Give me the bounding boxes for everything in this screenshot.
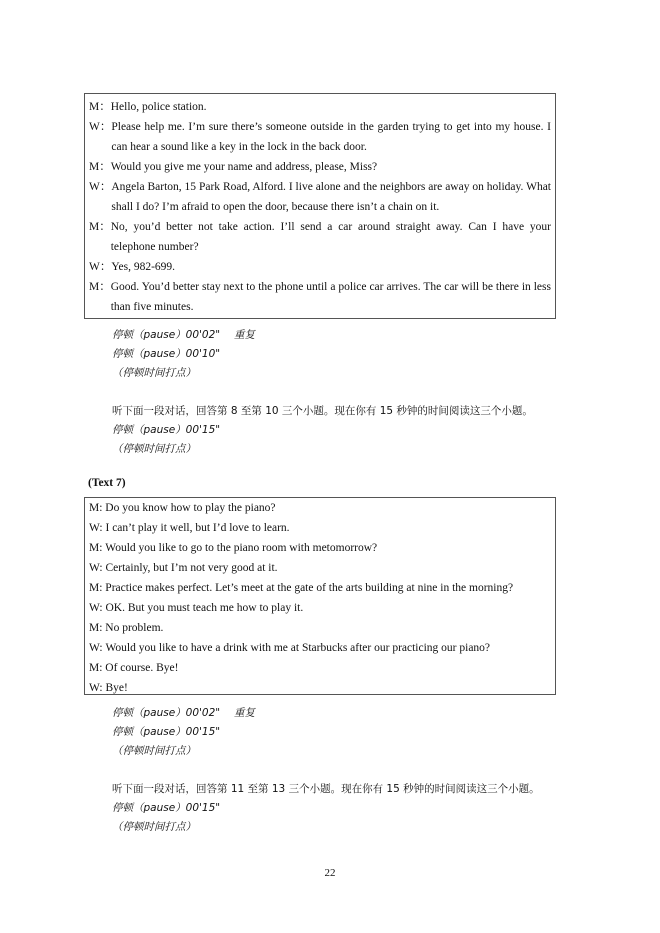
timing-mark: （停顿时间打点） (112, 367, 196, 379)
utterance: Bye! (105, 682, 128, 694)
utterance: No problem. (105, 622, 164, 634)
speaker: M： (89, 221, 111, 233)
dialogue-line (89, 257, 551, 277)
speaker: M： (89, 161, 111, 173)
speaker: W: (89, 562, 106, 574)
utterance: I can’t play it well, but I’d love to learn. (105, 522, 290, 534)
speaker: W: (89, 602, 106, 614)
dialogue-line (89, 97, 551, 117)
pause-note: 停顿（pause）00'15" (112, 424, 221, 436)
dialogue-line (89, 658, 551, 678)
speaker: W: (89, 522, 106, 534)
pause-note: 停顿（pause）00'15" (112, 802, 221, 814)
speaker: M： (89, 281, 111, 293)
utterance: Would you like to have a drink with me at Starbucks after our practicing our piano? (105, 642, 491, 654)
dialogue-line (89, 157, 551, 177)
timing-mark: （停顿时间打点） (112, 443, 196, 455)
instruction-text: 听下面一段对话，回答第 8 至第 10 三个小题。现在你有 15 秒钟的时间阅读这三个小题。 (112, 405, 533, 417)
speaker: M: (89, 502, 106, 514)
dialogue-line (89, 277, 551, 317)
dialogue-line (89, 217, 551, 257)
utterance: Please help me. I’m sure there’s someone outside in the garden trying to get into my house. I can hear a sound like a key in the lock in the back door. (111, 121, 551, 153)
timing-mark: （停顿时间打点） (112, 821, 196, 833)
dialogue-box-1 (84, 93, 556, 319)
dialogue-line (89, 578, 551, 598)
speaker: W： (89, 181, 112, 193)
dialogue-line (89, 518, 551, 538)
speaker: W： (89, 121, 112, 133)
dialogue-box-2 (84, 497, 556, 695)
instruction-text: 听下面一段对话，回答第 11 至第 13 三个小题。现在你有 15 秒钟的时间阅读这三个小题。 (112, 783, 540, 795)
speaker: M: (89, 622, 106, 634)
dialogue-line (89, 498, 551, 518)
speaker: W: (89, 682, 106, 694)
speaker: W: (89, 642, 106, 654)
dialogue-line (89, 117, 551, 157)
speaker: M: (89, 542, 106, 554)
pause-notes-2 (112, 704, 572, 837)
speaker: M: (89, 662, 106, 674)
pause-note: 停顿（pause）00'15" (112, 726, 221, 738)
section-title: (Text 7) (88, 477, 126, 489)
utterance: Do you know how to play the piano? (105, 502, 276, 514)
dialogue-line (89, 638, 551, 658)
dialogue-line (89, 177, 551, 217)
utterance: No, you’d better not take action. I’ll send a car around straight away. Can I have your telephone number? (110, 221, 551, 253)
dialogue-line (89, 618, 551, 638)
utterance: OK. But you must teach me how to play it. (105, 602, 304, 614)
utterance: Would you give me your name and address, please, Miss? (110, 161, 378, 173)
utterance: Angela Barton, 15 Park Road, Alford. I live alone and the neighbors are away on holiday. What shall I do? I’m afraid to open the door, because there isn’t a chain on it. (111, 181, 551, 213)
dialogue-line (89, 678, 551, 698)
pause-note: 停顿（pause）00'10" (112, 348, 221, 360)
utterance: Would you like to go to the piano room with metomorrow? (105, 542, 378, 554)
timing-mark: （停顿时间打点） (112, 745, 196, 757)
speaker: W： (89, 261, 112, 273)
dialogue-line (89, 538, 551, 558)
utterance: Good. You’d better stay next to the phone until a police car arrives. The car will be there in less than five minutes. (110, 281, 551, 313)
utterance: Of course. Bye! (105, 662, 179, 674)
dialogue-line (89, 598, 551, 618)
page-number: 22 (324, 867, 336, 879)
pause-note: 停顿（pause）00'02" 重复 (112, 329, 255, 341)
speaker: M: (89, 582, 106, 594)
pause-note: 停顿（pause）00'02" 重复 (112, 707, 255, 719)
dialogue-line (89, 558, 551, 578)
utterance: Practice makes perfect. Let’s meet at the gate of the arts building at nine in the morning? (105, 582, 514, 594)
utterance: Yes, 982-699. (111, 261, 176, 273)
pause-notes-1 (112, 326, 572, 459)
utterance: Hello, police station. (110, 101, 207, 113)
speaker: M： (89, 101, 111, 113)
utterance: Certainly, but I’m not very good at it. (105, 562, 278, 574)
